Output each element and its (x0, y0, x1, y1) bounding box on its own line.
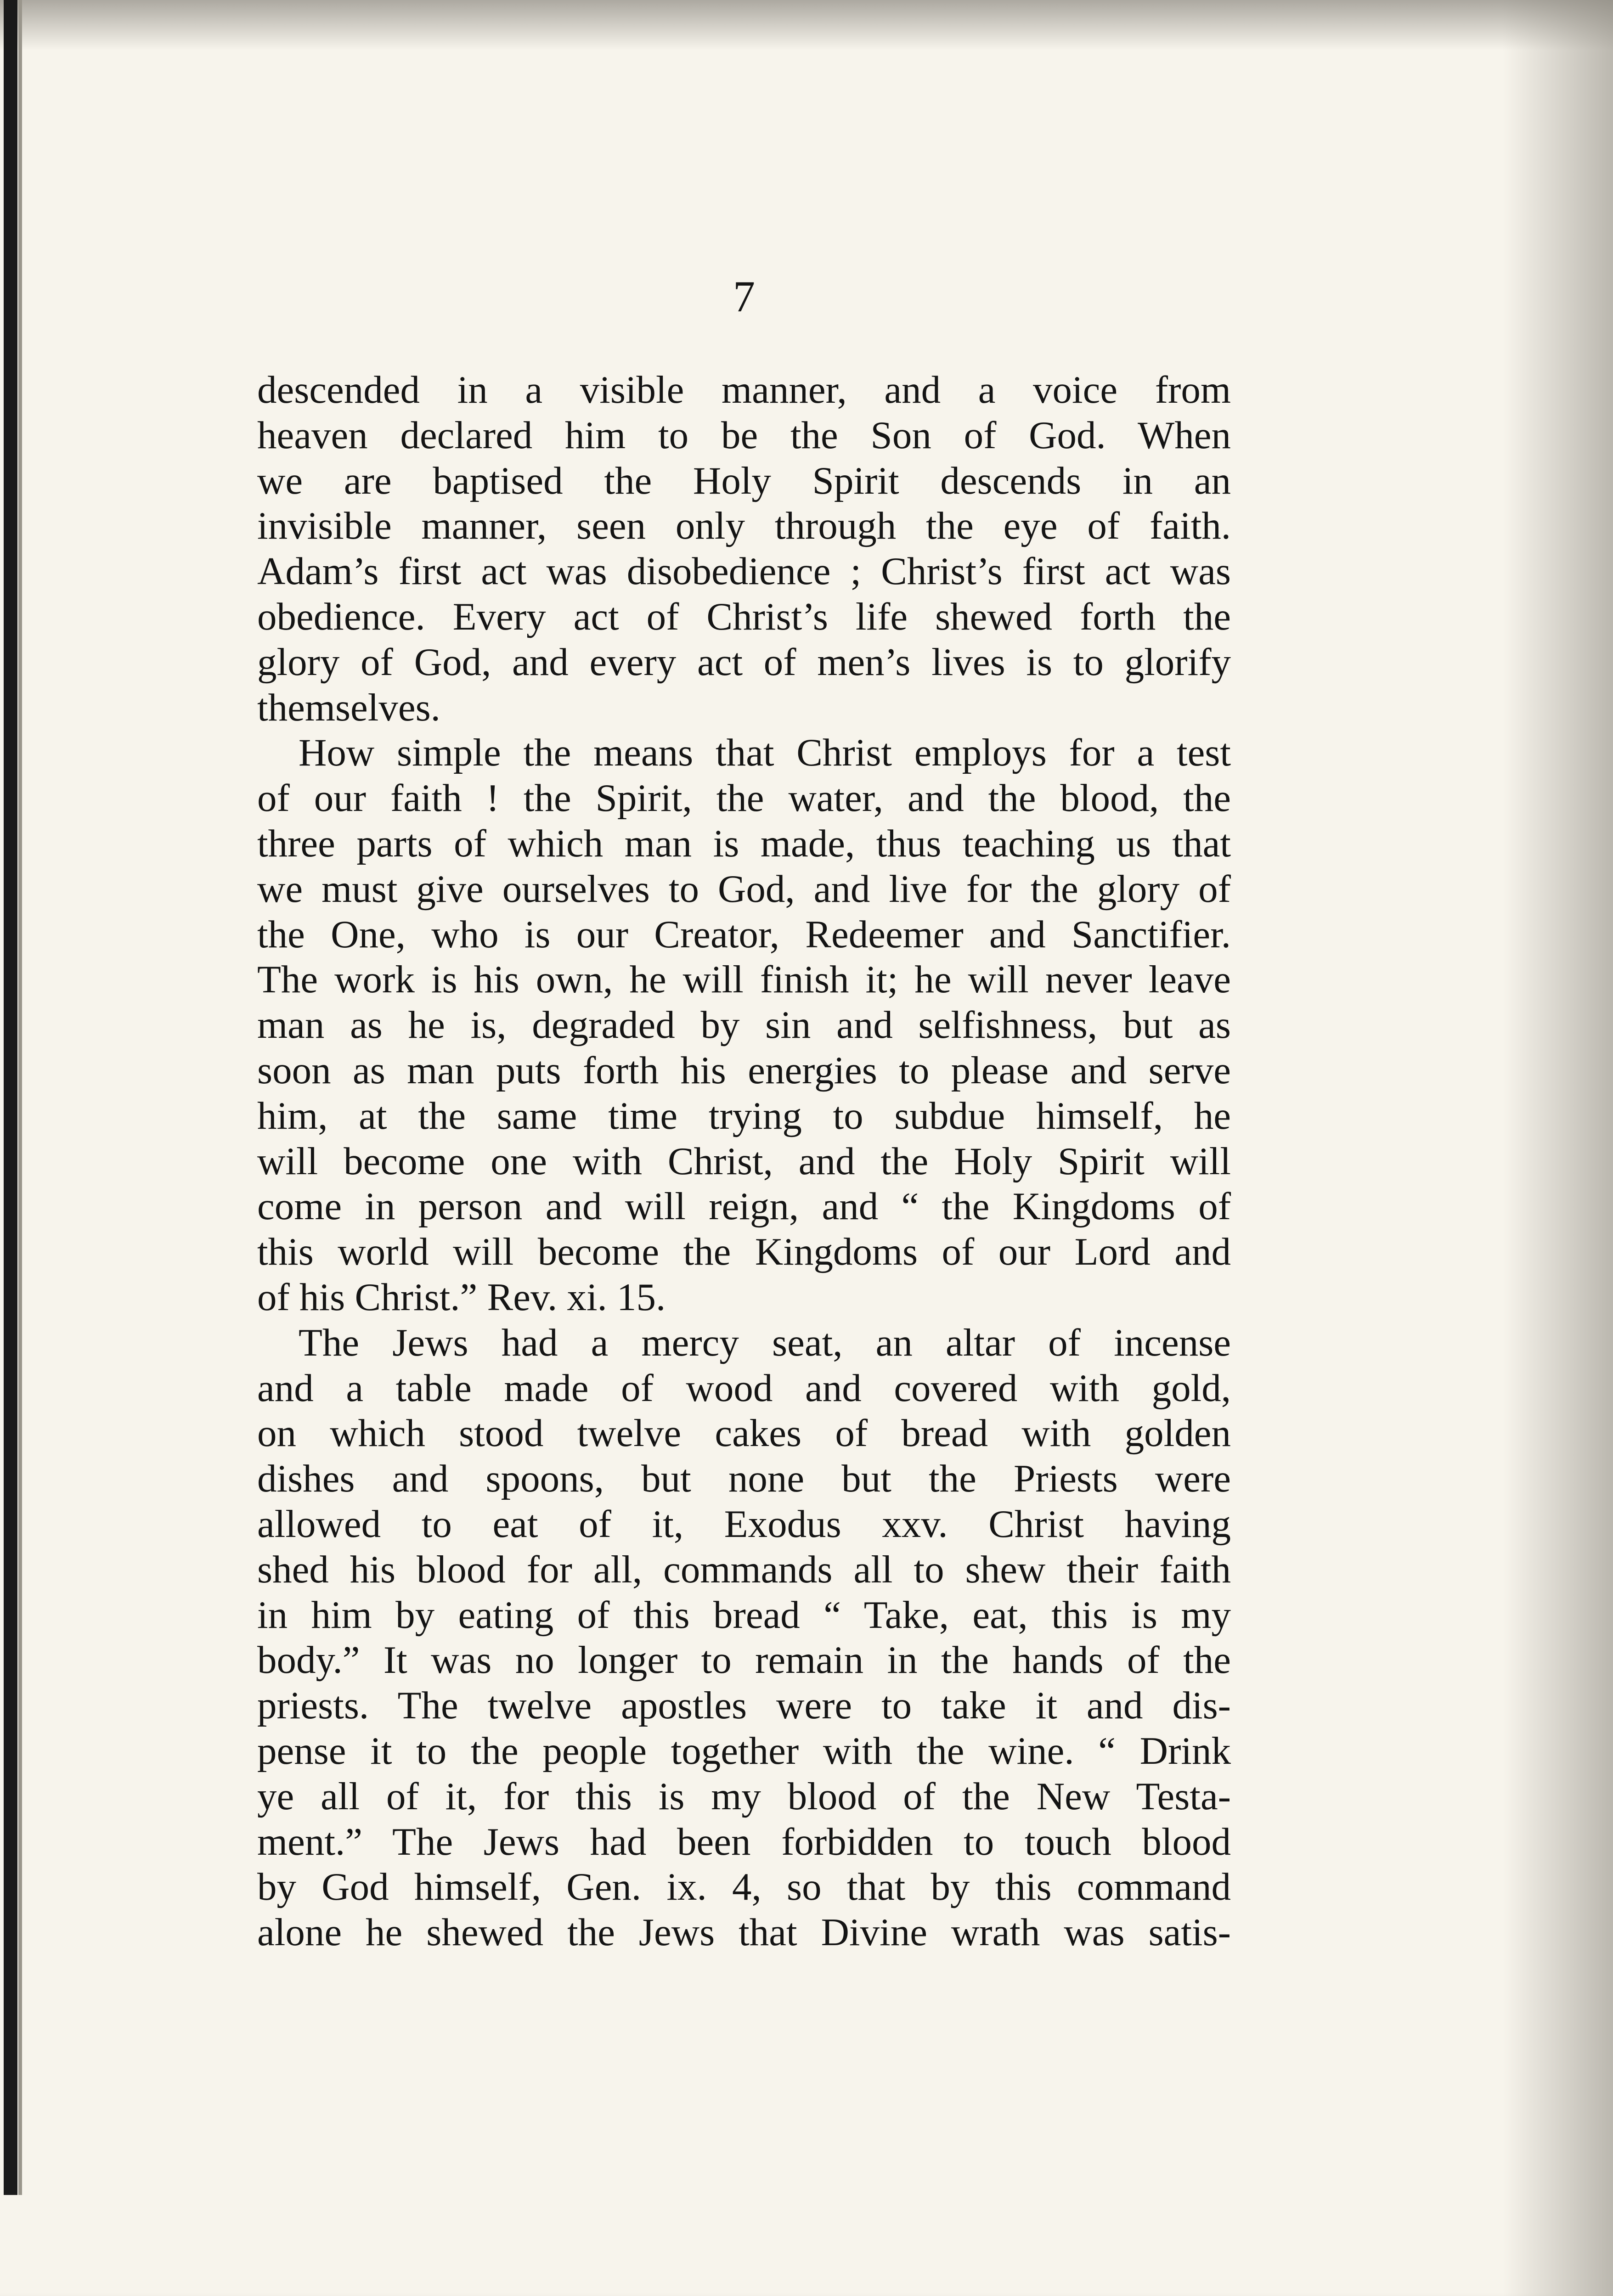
text-line: of our faith ! the Spirit, the water, and the blood, the (257, 777, 1231, 820)
paragraph-1 (257, 367, 1231, 730)
text-line: by God himself, Gen. ix. 4, so that by this command (257, 1865, 1231, 1909)
page-bottom-shadow (0, 2293, 1613, 2296)
text-line: ye all of it, for this is my blood of the New Testa- (257, 1774, 1231, 1818)
text-line: How simple the means that Christ employs for a test (299, 731, 1231, 775)
page-number: 7 (733, 272, 755, 321)
text-line: invisible manner, seen only through the eye of faith. (257, 504, 1231, 548)
binding-edge-highlight (18, 0, 22, 2195)
paragraph-3 (257, 1320, 1231, 1955)
text-line: priests. The twelve apostles were to take it and dis- (257, 1684, 1231, 1728)
text-line: ment.” The Jews had been forbidden to touch blood (257, 1820, 1231, 1863)
text-line: The Jews had a mercy seat, an altar of incense (299, 1321, 1231, 1364)
text-line: obedience. Every act of Christ’s life shewed forth the (257, 595, 1231, 638)
text-line: will become one with Christ, and the Holy Spirit will (257, 1139, 1231, 1183)
text-line: soon as man puts forth his energies to please and serve (257, 1048, 1231, 1092)
text-line: in him by eating of this bread “ Take, eat, this is my (257, 1593, 1231, 1637)
text-line: glory of God, and every act of men’s lives is to glorify (257, 640, 1231, 684)
text-line: themselves. (257, 686, 440, 729)
page-top-shadow (0, 0, 1613, 51)
body-text (257, 367, 1231, 1955)
text-line: three parts of which man is made, thus teaching us that (257, 822, 1231, 865)
binding-edge (4, 0, 17, 2195)
page-right-shadow (1503, 0, 1613, 2296)
text-line: descended in a visible manner, and a voice from (257, 368, 1231, 411)
text-line: on which stood twelve cakes of bread with golden (257, 1412, 1231, 1455)
text-line: the One, who is our Creator, Redeemer and Sanctifier. (257, 912, 1231, 956)
text-line: Adam’s first act was disobedience ; Christ’s first act was (257, 550, 1231, 593)
text-line: we are baptised the Holy Spirit descends in an (257, 459, 1231, 502)
text-line: body.” It was no longer to remain in the hands of the (257, 1638, 1231, 1682)
text-line: we must give ourselves to God, and live for the glory of (257, 867, 1231, 911)
text-line: of his Christ.” Rev. xi. 15. (257, 1275, 666, 1319)
text-line: dishes and spoons, but none but the Priests were (257, 1457, 1231, 1501)
text-line: and a table made of wood and covered with gold, (257, 1366, 1231, 1410)
paragraph-2 (257, 730, 1231, 1320)
text-line: man as he is, degraded by sin and selfishness, but as (257, 1003, 1231, 1047)
text-line: heaven declared him to be the Son of God. When (257, 413, 1231, 457)
text-line: shed his blood for all, commands all to shew their faith (257, 1548, 1231, 1591)
text-line: alone he shewed the Jews that Divine wrath was satis- (257, 1911, 1231, 1954)
text-line: this world will become the Kingdoms of our Lord and (257, 1230, 1231, 1274)
text-line: The work is his own, he will finish it; he will never leave (257, 958, 1231, 1002)
text-line: allowed to eat of it, Exodus xxv. Christ having (257, 1502, 1231, 1546)
text-line: him, at the same time trying to subdue himself, he (257, 1094, 1231, 1137)
text-line: pense it to the people together with the wine. “ Drink (257, 1729, 1231, 1773)
text-line: come in person and will reign, and “ the Kingdoms of (257, 1185, 1231, 1228)
